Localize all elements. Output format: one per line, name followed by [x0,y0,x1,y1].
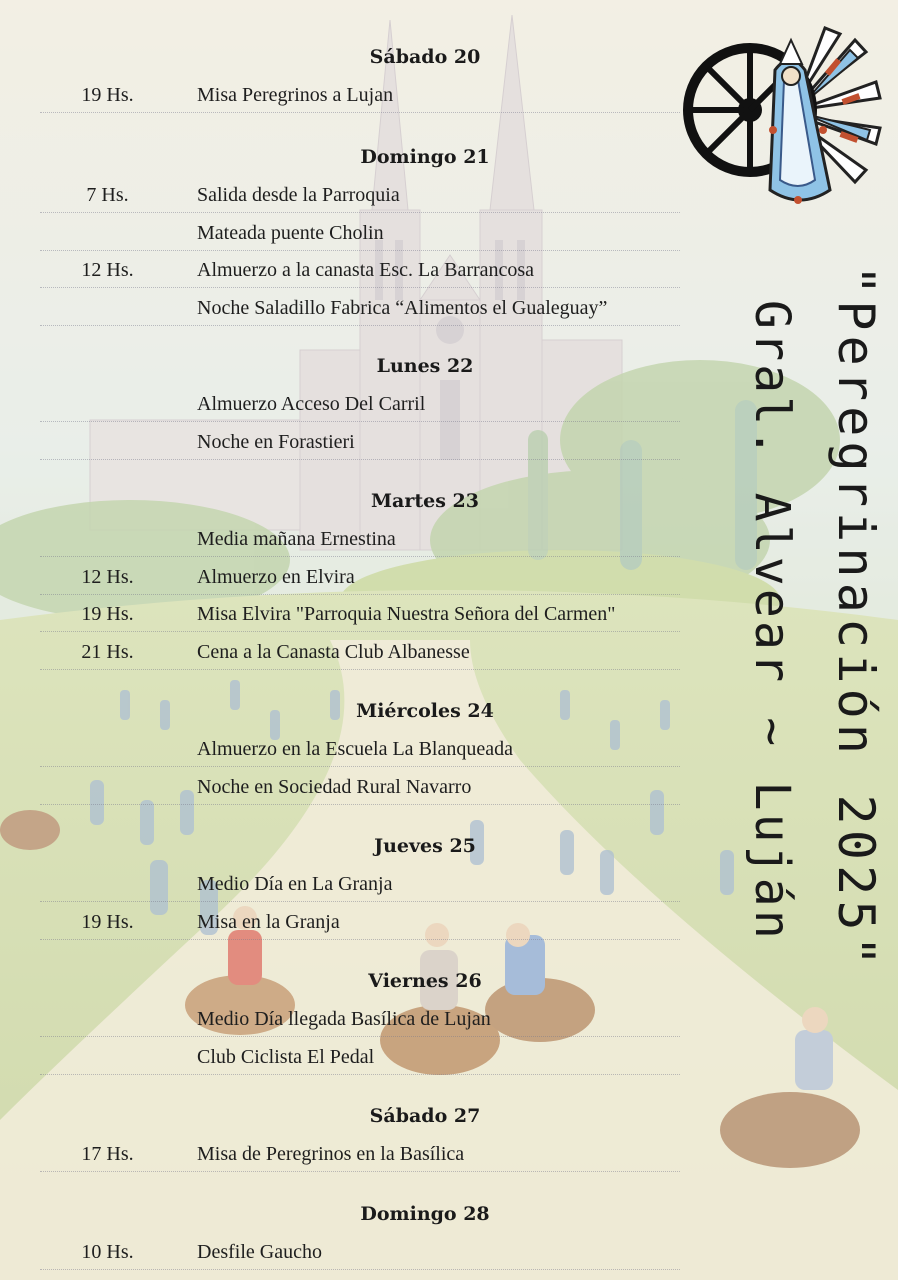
day-heading: Domingo 21 [360,146,490,168]
row-activity: Almuerzo en la Escuela La Blanqueada [197,738,513,760]
row-time: 12 Hs. [81,565,134,588]
row-activity: Salida desde la Parroquia [197,184,400,206]
schedule-row [40,1237,680,1270]
row-time: 19 Hs. [81,910,134,933]
row-time: 12 Hs. [81,259,134,281]
row-activity: Misa Elvira "Parroquia Nuestra Señora del Carmen" [197,603,616,625]
row-activity: Almuerzo en Elvira [197,565,355,588]
row-time: 17 Hs. [81,1143,134,1165]
row-time: 21 Hs. [81,640,134,663]
row-activity: Club Ciclista El Pedal [197,1045,375,1068]
schedule-row [40,255,680,288]
day-heading: Martes 23 [371,490,479,512]
day-heading: Domingo 28 [360,1203,490,1225]
schedule-row [40,524,680,557]
title-line-1: "Peregrinación 2025" [827,265,885,972]
day-heading: Lunes 22 [376,355,474,377]
row-activity: Mateada puente Cholin [197,221,384,244]
schedule-row [40,772,680,805]
row-activity: Noche en Sociedad Rural Navarro [197,775,472,798]
schedule-row [40,637,680,670]
schedule-row [40,1139,680,1172]
schedule-row [40,427,680,460]
schedule-row [40,1004,680,1037]
row-activity: Misa en la Granja [197,910,340,933]
row-time: 19 Hs. [81,84,134,106]
row-time: 19 Hs. [81,603,134,625]
row-activity: Misa de Peregrinos en la Basílica [197,1143,465,1165]
row-time: 10 Hs. [81,1241,134,1263]
schedule-row [40,562,680,595]
schedule-row [40,80,680,113]
row-activity: Noche en Forastieri [197,430,355,453]
schedule-row [40,734,680,767]
day-heading: Jueves 25 [374,835,476,857]
schedule-row [40,218,680,251]
day-heading: Miércoles 24 [356,700,494,722]
day-heading: Sábado 20 [369,46,481,68]
row-activity: Medio Día en La Granja [197,873,393,895]
day-heading: Sábado 27 [369,1105,481,1127]
title-line-2: Gral. Alvear ~ Luján [744,300,800,942]
schedule-row [40,599,680,632]
row-activity: Desfile Gaucho [197,1241,322,1263]
schedule-row [40,293,680,326]
row-activity: Cena a la Canasta Club Albanesse [197,640,470,663]
row-activity: Media mañana Ernestina [197,528,396,550]
row-activity: Noche Saladillo Fabrica “Alimentos el Gualeguay” [197,296,608,319]
pilgrimage-logo [680,10,890,220]
row-time: 7 Hs. [86,184,129,206]
schedule-row [40,869,680,902]
schedule-row [40,180,680,213]
row-activity: Misa Peregrinos a Lujan [197,84,394,106]
row-activity: Medio Día llegada Basílica de Lujan [197,1008,491,1030]
day-heading: Viernes 26 [368,970,482,992]
schedule-row [40,1042,680,1075]
schedule-row [40,389,680,422]
row-activity: Almuerzo a la canasta Esc. La Barrancosa [197,259,535,281]
row-activity: Almuerzo Acceso Del Carril [197,393,426,415]
schedule-row [40,907,680,940]
